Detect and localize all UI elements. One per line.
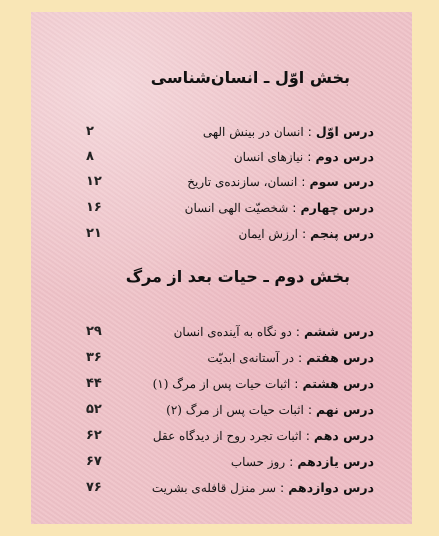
lesson-title: ارزش ایمان <box>238 226 298 241</box>
lesson-entry <box>94 226 374 241</box>
lesson-title: انسان در بینش الهی <box>202 124 304 139</box>
lesson-label: درس دوازدهم <box>288 479 374 495</box>
section-title-2: بخش دوم ـ حیات بعد از مرگ <box>125 267 350 286</box>
lesson-label: درس هفتم <box>306 349 374 365</box>
page-number: ۸ <box>86 148 94 164</box>
toc-item-5[interactable] <box>31 222 412 244</box>
lesson-title: شخصیّت الهی انسان <box>184 200 289 215</box>
page-number: ۳۶ <box>86 349 102 365</box>
page-number: ۲ <box>86 123 94 139</box>
separator: : <box>303 123 316 139</box>
lesson-title: روز حساب <box>230 454 286 469</box>
separator: : <box>303 401 317 417</box>
page-number: ۷۶ <box>86 479 102 495</box>
page-number: ۴۴ <box>86 375 102 391</box>
separator: : <box>303 148 316 164</box>
lesson-entry <box>94 124 374 139</box>
page-number: ۶۷ <box>86 453 102 469</box>
separator: : <box>297 173 310 189</box>
lesson-title: نیازهای انسان <box>233 149 304 164</box>
section-title-1: بخش اوّل ـ انسان‌شناسی <box>150 68 350 87</box>
separator: : <box>294 349 307 365</box>
lesson-entry <box>94 402 374 417</box>
separator: : <box>276 479 289 495</box>
lesson-label: درس نهم <box>316 401 374 417</box>
page-number: ۵۲ <box>86 401 102 417</box>
separator: : <box>288 199 301 215</box>
lesson-label: درس سوم <box>309 173 374 189</box>
lesson-entry <box>94 350 374 365</box>
separator: : <box>290 375 303 391</box>
toc-item-9[interactable] <box>31 398 412 420</box>
separator: : <box>298 225 311 241</box>
page-number: ۱۶ <box>86 199 102 215</box>
lesson-entry <box>94 428 374 443</box>
lesson-entry <box>94 324 374 339</box>
lesson-title: سر منزل قافله‌ی بشریت <box>151 480 277 495</box>
lesson-label: درس ششم <box>303 323 374 339</box>
lesson-entry <box>94 174 374 189</box>
lesson-entry <box>94 149 374 164</box>
lesson-label: درس اوّل <box>315 123 374 139</box>
lesson-label: درس پنجم <box>310 225 374 241</box>
separator: : <box>301 427 314 443</box>
toc-item-6[interactable] <box>31 320 412 342</box>
lesson-label: درس چهارم <box>300 199 374 215</box>
lesson-entry <box>94 480 374 495</box>
toc-item-11[interactable] <box>31 450 412 472</box>
lesson-entry <box>94 200 374 215</box>
page-number: ۶۲ <box>86 427 102 443</box>
lesson-title: دو نگاه به آینده‌ی انسان <box>173 324 292 339</box>
toc-item-1[interactable] <box>31 120 412 142</box>
lesson-label: درس یازدهم <box>297 453 374 469</box>
lesson-title: انسان، سازنده‌ی تاریخ <box>187 174 298 189</box>
toc-item-2[interactable] <box>31 145 412 167</box>
toc-item-10[interactable] <box>31 424 412 446</box>
lesson-label: درس هشتم <box>302 375 374 391</box>
lesson-title: اثبات حیات پس از مرگ (۱) <box>152 376 291 391</box>
toc-item-3[interactable] <box>31 170 412 192</box>
page-number: ۱۲ <box>86 173 102 189</box>
lesson-entry <box>94 454 374 469</box>
separator: : <box>285 453 298 469</box>
lesson-title: در آستانه‌ی ابدیّت <box>207 350 295 365</box>
separator: : <box>291 323 304 339</box>
page-number: ۲۱ <box>86 225 102 241</box>
toc-item-8[interactable] <box>31 372 412 394</box>
lesson-label: درس دهم <box>313 427 374 443</box>
lesson-title: اثبات حیات پس از مرگ (۲) <box>166 402 304 417</box>
toc-item-7[interactable] <box>31 346 412 368</box>
lesson-entry <box>94 376 374 391</box>
lesson-label: درس دوم <box>315 148 374 164</box>
page-number: ۲۹ <box>86 323 102 339</box>
table-of-contents <box>31 12 412 524</box>
toc-item-12[interactable] <box>31 476 412 498</box>
toc-item-4[interactable] <box>31 196 412 218</box>
lesson-title: اثبات تجرد روح از دیدگاه عقل <box>152 428 302 443</box>
